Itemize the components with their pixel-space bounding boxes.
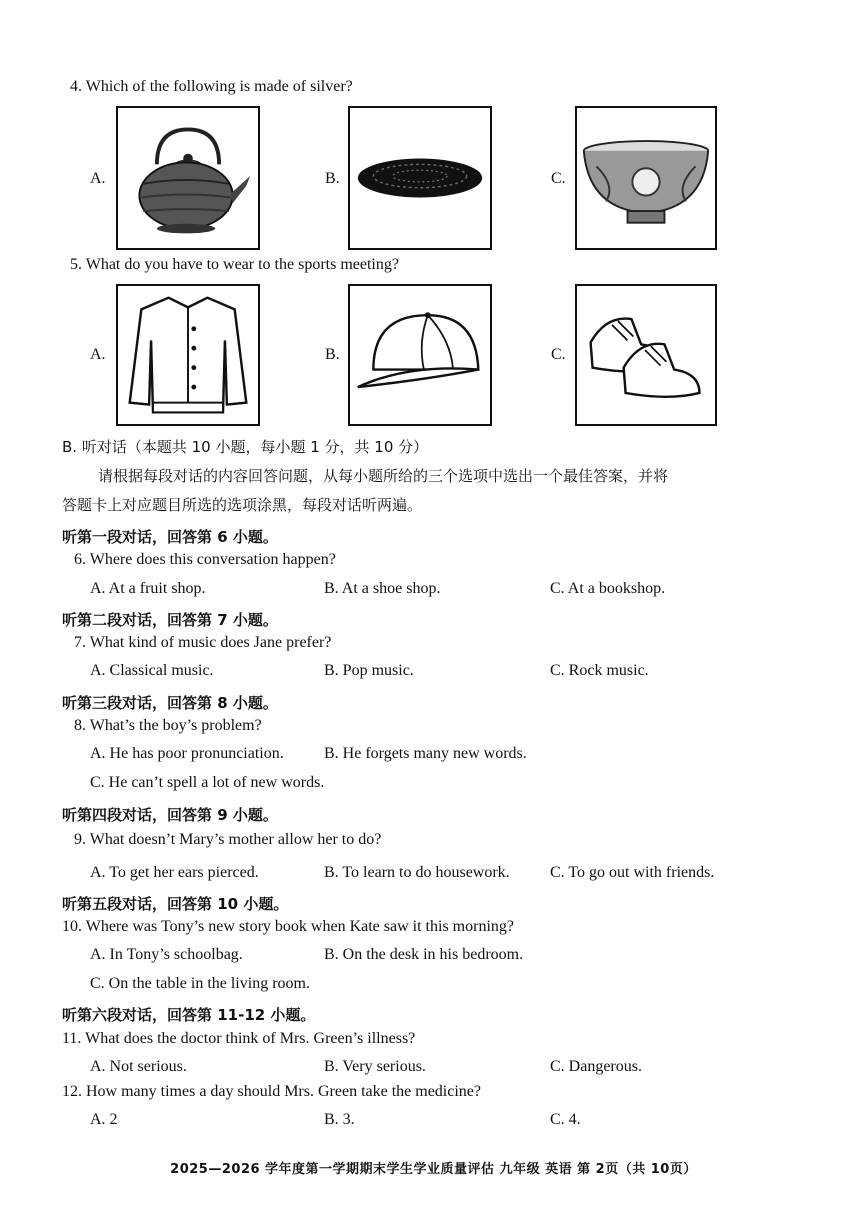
question-10-text: 10. Where was Tony’s new story book when Kate saw it this morning? — [62, 918, 514, 935]
dialog-3-heading: 听第三段对话，回答第 8 小题。 — [62, 694, 278, 712]
dialog-1-heading: 听第一段对话，回答第 6 小题。 — [62, 528, 278, 546]
section-b-instruction-1: 请根据每段对话的内容回答问题，从每小题所给的三个选项中选出一个最佳答案，并将 — [98, 467, 669, 485]
q8-option-a: A. He has poor pronunciation. — [90, 745, 284, 762]
q4-option-c-letter: C. — [551, 170, 566, 187]
q5-option-b-letter: B. — [325, 346, 340, 363]
q12-option-a: A. 2 — [90, 1111, 118, 1128]
q7-option-c: C. Rock music. — [550, 662, 649, 679]
q11-option-b: B. Very serious. — [324, 1058, 426, 1075]
dialog-5-heading: 听第五段对话，回答第 10 小题。 — [62, 895, 289, 913]
jacket-icon — [116, 284, 260, 426]
iron-teapot-icon — [116, 106, 260, 250]
q5-option-c-letter: C. — [551, 346, 566, 363]
question-6-text: 6. Where does this conversation happen? — [74, 551, 336, 568]
dialog-6-heading: 听第六段对话，回答第 11-12 小题。 — [62, 1006, 316, 1024]
q12-option-b: B. 3. — [324, 1111, 355, 1128]
question-7-text: 7. What kind of music does Jane prefer? — [74, 634, 332, 651]
section-b-title: B. 听对话（本题共 10 小题，每小题 1 分，共 10 分） — [62, 438, 429, 456]
q9-option-c: C. To go out with friends. — [550, 864, 715, 881]
q12-option-c: C. 4. — [550, 1111, 581, 1128]
q10-option-a: A. In Tony’s schoolbag. — [90, 946, 243, 963]
question-4-text: 4. Which of the following is made of silver? — [70, 78, 353, 95]
question-8-text: 8. What’s the boy’s problem? — [74, 717, 262, 734]
q9-option-a: A. To get her ears pierced. — [90, 864, 259, 881]
q10-option-c: C. On the table in the living room. — [90, 975, 310, 992]
q7-option-a: A. Classical music. — [90, 662, 214, 679]
q8-option-c: C. He can’t spell a lot of new words. — [90, 774, 325, 791]
dialog-2-heading: 听第二段对话，回答第 7 小题。 — [62, 611, 278, 629]
page-footer: 2025—2026 学年度第一学期期末学生学业质量评估 九年级 英语 第 2页（共 10页） — [170, 1162, 697, 1177]
q6-option-c: C. At a bookshop. — [550, 580, 666, 597]
q8-option-b: B. He forgets many new words. — [324, 745, 527, 762]
dialog-4-heading: 听第四段对话，回答第 9 小题。 — [62, 806, 278, 824]
q6-option-a: A. At a fruit shop. — [90, 580, 206, 597]
question-9-text: 9. What doesn’t Mary’s mother allow her to do? — [74, 831, 382, 848]
q10-option-b: B. On the desk in his bedroom. — [324, 946, 524, 963]
q5-option-a-letter: A. — [90, 346, 106, 363]
question-12-text: 12. How many times a day should Mrs. Green take the medicine? — [62, 1083, 481, 1100]
sneakers-icon — [575, 284, 717, 426]
q4-option-b-letter: B. — [325, 170, 340, 187]
q9-option-b: B. To learn to do housework. — [324, 864, 510, 881]
q7-option-b: B. Pop music. — [324, 662, 414, 679]
ornate-bowl-icon — [575, 106, 717, 250]
section-b-instruction-2: 答题卡上对应题目所选的选项涂黑，每段对话听两遍。 — [62, 496, 423, 514]
q6-option-b: B. At a shoe shop. — [324, 580, 441, 597]
q11-option-c: C. Dangerous. — [550, 1058, 642, 1075]
q4-option-a-letter: A. — [90, 170, 106, 187]
question-5-text: 5. What do you have to wear to the sports meeting? — [70, 256, 399, 273]
question-11-text: 11. What does the doctor think of Mrs. Green’s illness? — [62, 1030, 416, 1047]
cap-icon — [348, 284, 492, 426]
q11-option-a: A. Not serious. — [90, 1058, 187, 1075]
dark-plate-icon — [348, 106, 492, 250]
